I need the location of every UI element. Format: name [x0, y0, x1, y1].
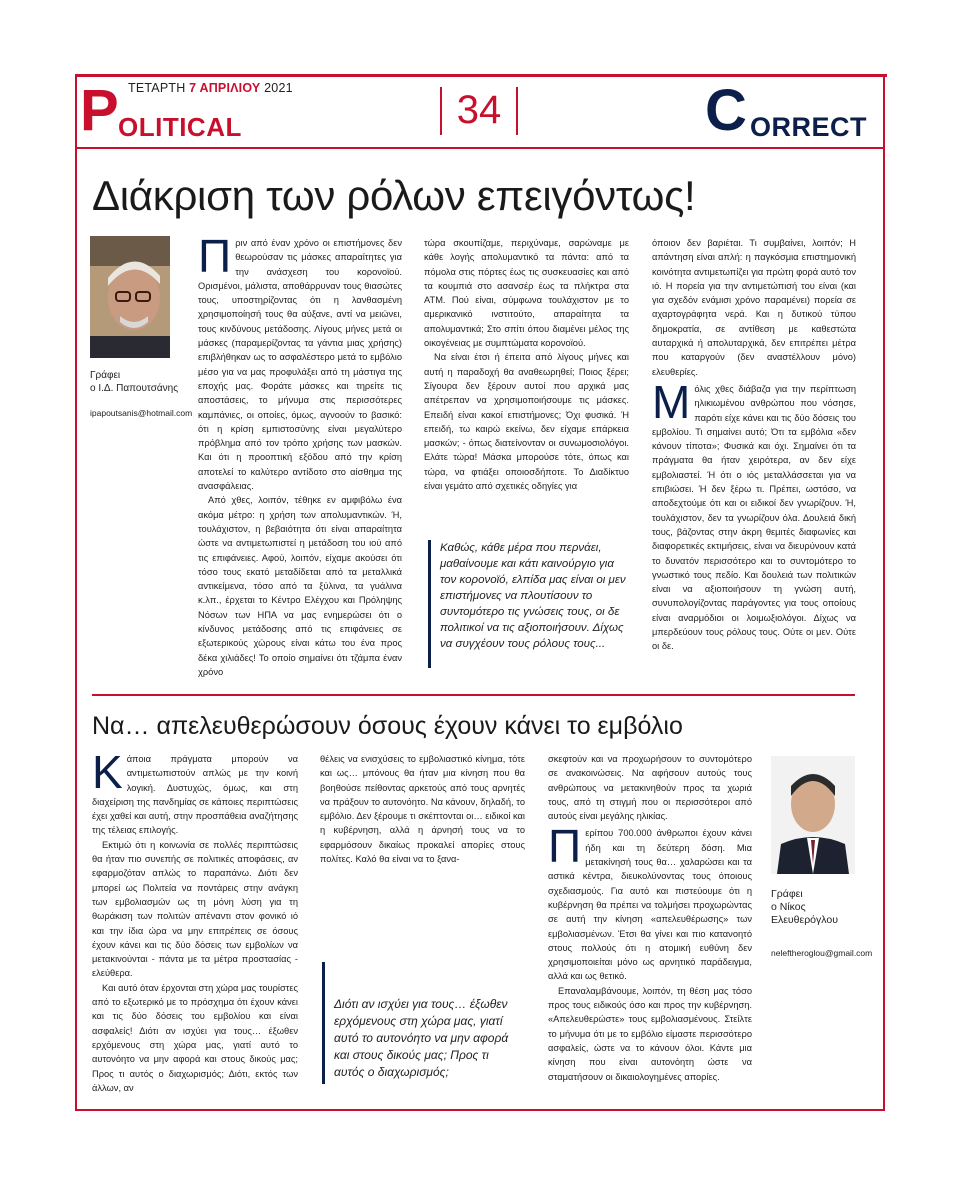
article1-drop-cap-2: Μ	[652, 375, 691, 428]
article1-quote-bar	[428, 540, 431, 668]
article1-column3	[652, 236, 856, 676]
article1-col2-para1: τώρα σκουπίζαμε, περιχύναμε, σαρώναμε με κάθε λογής απολυμαντικό τα πάντα: από τα πόμολα στις πόρτες έως τις συσκευασίες και από τα κουμπιά στο ασανσέρ έως τα πλήκτρα στα ΑΤΜ. Πού είναι, σύμφωνα τουλάχιστον με το αμερικανικό ινστιτούτο, απαραίτητα τα απολυμαντικά; Στο σπίτι όπου διαμένει μέλος της οικογένειας με συμπτώματα κορονοϊού.	[424, 238, 629, 349]
article2-pull-quote: Διότι αν ισχύει για τους… έξωθεν ερχόμενους στη χώρα μας, γιατί αυτό το αυτονόητο να μην αφορά και στους δικούς μας; Προς τι αυτός ο διαχωρισμός;	[334, 997, 509, 1079]
article1-col1-para1: ριν από έναν χρόνο οι επιστήμονες δεν θεωρούσαν τις μάσκες απαραίτητες για την ανάσχεση του κορονοϊού. Ορισμένοι, μάλιστα, αποθάρρυναν τους θιασώτες τους, υποστηρίζοντας ότι η λανθασμένη χρησιμοποίησή τους θα αύξανε, αντί να μειώνει, τους κινδύνους μετάδοσης. Λίγους μήνες μετά οι μάσκες (παραμερίζοντας τα γάντια μιας χρήσης) επιβλήθηκαν ως το ασφαλέστερο μετά το εμβόλιο μέσο για να μας προφυλάξει από τη μάστιγα της εποχής μας. Φοράτε μάσκες και τηρείτε τις αποστάσεις, το μήνυμα στις περισσότερες καμπάνιες, οι οποίες, όμως, αγνοούν το βασικό: ότι η κρίση εμπιστοσύνης είναι μεγαλύτερο πρόβλημα από τον τρόπο χρήσης των μασκών. Και ότι η προοπτική εξόδου από την κρίση αποτελεί το καλύτερο αντίδοτο στο αίσθημα της ανασφάλειας.	[198, 238, 402, 492]
article2-col1-para1: άποια πράγματα μπορούν να αντιμετωπιστούν απλώς με την κοινή λογική. Δυστυχώς, όμως, και στη διαχείριση της πανδημίας σε κάποιες περιπτώσεις έχει χαθεί και αυτή, στην προσπάθεια αναζήτησης της τέλειας επιλογής.	[92, 754, 298, 836]
article2-col3-para1: σκεφτούν και να προχωρήσουν το συντομότερο σε ανακοινώσεις. Να αφήσουν αυτούς τους ανθρώπους να μετακινηθούν προς τα χωριά τους, από τη στιγμή που οι περισσότεροι από αυτούς είναι μεγάλης ηλικίας.	[548, 754, 752, 822]
header-rule	[75, 147, 885, 149]
author2-email: neleftheroglou@gmail.com	[771, 948, 873, 958]
political-logo-text: OLITICAL	[118, 112, 242, 142]
correct-logo-initial: C	[705, 78, 747, 143]
article2-col1-para3: Και αυτό όταν έρχονται στη χώρα μας τουρίστες από το εξωτερικό με το πρόσχημα ότι έχουν κάνει και τις δύο δόσεις του εμβολίου και είναι ασφαλείς! Διότι αν ισχύει για τους… έξωθεν ερχόμενους στη χώρα μας, γιατί αυτό το αυτονόητο να μην αφορά και στους δικούς μας; Προς τι αυτός ο διαχωρισμός; Διότι, εκτός των άλλων, αν	[92, 982, 298, 1093]
article2-quote-bar	[322, 962, 325, 1084]
article2-title: Να… απελευθερώσουν όσους έχουν κάνει το εμβόλιο	[92, 712, 683, 740]
article2-col3-para2: ερίπου 700.000 άνθρωποι έχουν κάνει ήδη και τη δεύτερη δόση. Μια μετακίνησή τους θα… χαλαρώσει και τα αστικά κέντρα, διευκολύνοντας τους όποιους σχεδιασμούς. Για αυτό και πιστεύουμε ότι η κυβέρνηση θα πρέπει να τολμήσει προχωρώντας σε αυτή την κίνηση «απελευθέρωσης» των εμβολιασμένων. Έτσι θα γίνει και πιο κατανοητό στους πολλούς ότι η ατομική ευθύνη δεν χρησιμοποιείται μόνο ως αρνητικό παράδειγμα, αλλά και ως θετικό.	[548, 828, 752, 982]
author1-byline	[90, 369, 178, 395]
article-divider	[92, 694, 855, 696]
article2-col2-para1: θέλεις να ενισχύσεις το εμβολιαστικό κίνημα, τότε και ως… μπόνους θα ήταν μια κίνηση που θα βοηθούσε πείθοντας αρκετούς από τους αρνητές να πράξουν το αυτονόητο. Να κάνουν, δηλαδή, το εμβόλιο. Δεν ξέρουμε τι σκέπτονται οι… ειδικοί και η κυβέρνηση, αλλά η άρνησή τους να το εφαρμόσουν δικαίως προκαλεί απορίες στους πολίτες. Καλό θα είναι να το ξανα-	[320, 754, 525, 865]
article2-drop-cap-2: Π	[548, 820, 582, 873]
issue-date: ΤΕΤΑΡΤΗ 7 ΑΠΡΙΛΙΟΥ 2021	[128, 81, 293, 95]
article2-column3	[548, 752, 752, 1102]
correct-logo-text: ORRECT	[750, 112, 867, 142]
article1-column2	[424, 236, 629, 506]
article1-title: Διάκριση των ρόλων επειγόντως!	[92, 172, 696, 219]
article1-drop-cap-1: Π	[198, 230, 232, 282]
article2-col1-para2: Εκτιμώ ότι η κοινωνία σε πολλές περιπτώσεις θα ήταν πιο συνεπής σε πολιτικές αποφάσεις, αν εφαρμοζόταν απλώς το παραπάνω. Διότι δεν μπορεί ως Πολιτεία να ποντάρεις στην ανάγκη των εμβολιασμών ως τη μόνη λύση για τη θωράκιση των πολιτών απέναντι στον φονικό ιό και την ίδια ώρα να μην επιτρέπεις σε όσους έχουν κάνει και τις δύο δόσεις των εμβολίων να μετακινούνται - πάντα με τα μέτρα προστασίας - ελεύθερα.	[92, 839, 298, 979]
political-logo-initial: P	[80, 78, 119, 143]
author2-label: Γράφει	[771, 888, 803, 900]
article2-column1	[92, 746, 298, 1102]
author2-photo	[771, 756, 855, 874]
page-number: 34	[456, 88, 502, 132]
article2-column2	[320, 752, 525, 882]
article1-col3-para2: όλις χθες διάβαζα για την περίπτωση ηλικιωμένου ανθρώπου που νόσησε, παρότι είχε κάνει και τις δύο δόσεις του εμβολίου. Τι σημαίνει αυτό; Ότι τα εμβόλια «δεν κάνουν τίποτα»; Φυσικά και όχι. Σημαίνει ότι τα πράγματα θα ήταν χειρότερα, αν δεν είχε εμβολιαστεί. Ή ότι ο ιός μεταλλάσσεται για να επιβιώσει. Ή δεν ξέρω τι. Πρέπει, ωστόσο, να αποδεχτούμε ότι και οι ειδικοί δεν γνωρίζουν. Ή, τουλάχιστον, δεν τα γνωρίζουν όλα. Δουλειά δική τους, βάζοντας στην άκρη θεμιτές διαφωνίες και διαφορετικές εκτιμήσεις, είναι να διευρύνουν κατά το δυνατόν περισσότερο και το συντομότερο το γνωστικό τους πεδίο. Και δουλειά των πολιτικών είναι να αξιοποιήσουν τη γνώση αυτή, συνυπολογίζοντας παράγοντες για τους οποίους είναι αναρμόδιοι οι λοιμωξιολόγοι. Δίχως να μπερδεύουν τους ρόλους τους. Ούτε οι μεν. Ούτε οι δε.	[652, 383, 856, 652]
author2-name-line1: ο Νίκος	[771, 901, 806, 913]
article1-pull-quote: Καθώς, κάθε μέρα που περνάει, μαθαίνουμε και κάτι καινούργιο για τον κορονοϊό, ελπίδα μας είναι οι μεν επιστήμονες να πλουτίσουν το συντομότερο τις γνώσεις τους, οι δε πολιτικοί να τις αξιοποιήσουν. Δίχως να συγχέουν τους ρόλους τους...	[440, 542, 626, 650]
article1-col2-para2: Να είναι έτσι ή έπειτα από λίγους μήνες και αυτή η παραδοχή θα αναθεωρηθεί; Ποιος ξέρει; Σίγουρα δεν ξέρουν αυτοί που αρχικά μας απέτρεπαν να χρησιμοποιήσουμε τις μάσκες. Επειδή είναι κακοί επιστήμονες; Όχι φυσικά. Ή επειδή, τω καιρώ εκείνω, δεν είχαμε επάρκεια μασκών; - όπως διατείνονταν οι συνωμοσιολόγοι. Ελάτε τώρα! Μάσκα μπορούσε τότε, όπως και τώρα, να φτιάξει οποιοσδήποτε. Το Διαδίκτυο είναι γεμάτο από σχετικές οδηγίες για	[424, 352, 629, 492]
article2-drop-cap-1: Κ	[92, 746, 123, 798]
author1-label: Γράφει	[90, 370, 121, 381]
author2-name-line2: Ελευθερόγλου	[771, 914, 838, 926]
author1-name: ο Ι.Δ. Παπουτσάνης	[90, 383, 179, 394]
author1-email: ipapoutsanis@hotmail.com	[90, 408, 193, 418]
author2-byline	[771, 888, 838, 927]
article1-col1-para2: Από χθες, λοιπόν, τέθηκε εν αμφιβόλω ένα ακόμα μέτρο: η χρήση των απολυμαντικών. Ή, τουλάχιστον, η βεβαιότητα ότι είναι απαραίτητα ώστε να αντιμετωπιστεί η μετάδοση του ιού από τις επιφάνειες. Αφού, λοιπόν, είχαμε ακούσει ότι τόσο τους εκατό μεταδίδεται από τα μεταλλικά αντικείμενα, τόσο από τα ξύλινα, τα γυάλινα κ.λπ., έρχεται το Κέντρο Ελέγχου και Πρόληψης Νόσων των ΗΠΑ να μας ενημερώσει ότι ο κίνδυνος μετάδοσης από τις επιφάνειες σε εξωτερικούς χώρους είναι κάτω του ένα προς δέκα χιλιάδες! Το οποίο σημαίνει ότι τζάμπα έναν χρόνο	[198, 495, 402, 677]
article2-col3-para3: Επαναλαμβάνουμε, λοιπόν, τη θέση μας τόσο προς τους ειδικούς όσο και προς την κυβέρνηση. «Απελευθερώστε» τους εμβολιασμένους. Στείλτε το μήνυμα ότι με το εμβόλιο είμαστε περισσότερο ασφαλείς, ώστε να το κάνουν όλοι. Κάντε μια κίνηση που είναι αυτονόητη ώστε να σταματήσουν οι δικαιολογημένες απορίες.	[548, 985, 752, 1082]
article1-col3-para1: όποιον δεν βαριέται. Τι συμβαίνει, λοιπόν; Η απάντηση είναι απλή: η παγκόσμια επιστημονική κοινότητα αντιμετωπίζει για πρώτη φορά αυτό τον ιό. Η πορεία για την αντιμετώπισή του είναι (και για σχεδόν ενάμισι χρόνο παραμένει) πορεία σε αχαρτογράφητα νερά. Και η δυτικού τύπου δημοκρατία, σε αντίθεση με καθεστώτα αυταρχικά ή απολυταρχικά, δεν επιτρέπει μέτρα που καταργούν (δεν αναστέλλουν μόνο) ελευθερίες.	[652, 238, 856, 377]
author1-photo	[90, 236, 170, 358]
article1-column1	[198, 230, 402, 677]
